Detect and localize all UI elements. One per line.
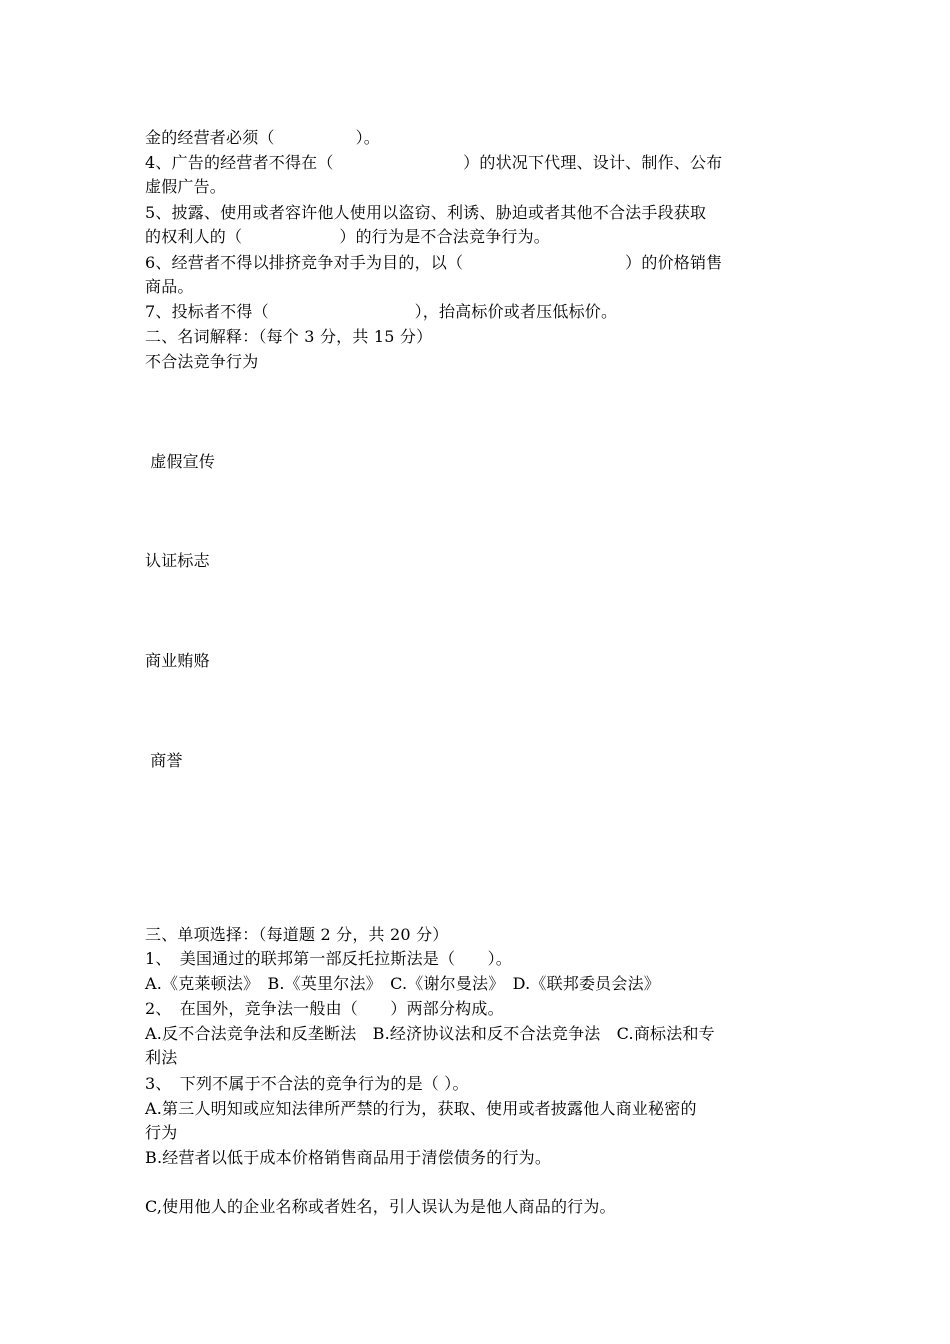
fill-blank-line-3-end: 金的经营者必须（ ）。 <box>145 128 381 147</box>
term-commercial-bribery: 商业贿赂 <box>145 651 210 670</box>
term-false-advertising: 虚假宣传 <box>145 452 216 471</box>
mc-question-2: 2、 在国外，竞争法一般由（ ）两部分构成。 <box>145 999 504 1018</box>
mc-question-2-options: A.反不合法竞争法和反垄断法 B.经济协议法和反不合法竞争法 C.商标法和专 <box>145 1024 715 1043</box>
fill-blank-question-6: 6、经营者不得以排挤竞争对手为目的，以（ ）的价格销售 <box>145 253 723 272</box>
mc-question-3-option-a-cont: 行为 <box>145 1123 178 1142</box>
mc-question-1: 1、 美国通过的联邦第一部反托拉斯法是（ ）。 <box>145 949 512 968</box>
mc-question-3-option-b: B.经营者以低于成本价格销售商品用于清偿债务的行为。 <box>145 1148 552 1167</box>
fill-blank-question-7: 7、投标者不得（ ），抬高标价或者压低标价。 <box>145 302 618 321</box>
mc-question-3-option-a: A.第三人明知或应知法律所严禁的行为，获取、使用或者披露他人商业秘密的 <box>145 1099 697 1118</box>
fill-blank-question-4-cont: 虚假广告。 <box>145 177 227 196</box>
fill-blank-question-5: 5、披露、使用或者容许他人使用以盗窃、利诱、胁迫或者其他不合法手段获取 <box>145 203 707 222</box>
term-goodwill: 商誉 <box>145 751 183 770</box>
section-3-heading: 三、单项选择：（每道题 2 分，共 20 分） <box>145 925 449 944</box>
mc-question-3: 3、 下列不属于不合法的竞争行为的是（ ）。 <box>145 1074 469 1093</box>
mc-question-3-option-c: C,使用他人的企业名称或者姓名，引人误认为是他人商品的行为。 <box>145 1197 616 1216</box>
mc-question-1-options: A.《克莱顿法》 B.《英里尔法》 C.《谢尔曼法》 D.《联邦委员会法》 <box>145 974 660 993</box>
mc-question-2-options-cont: 利法 <box>145 1048 178 1067</box>
term-unfair-competition: 不合法竞争行为 <box>145 352 259 371</box>
term-certification-mark: 认证标志 <box>145 551 210 570</box>
section-2-heading: 二、名词解释：（每个 3 分，共 15 分） <box>145 327 433 346</box>
fill-blank-question-5-cont: 的权利人的（ ）的行为是不合法竞争行为。 <box>145 227 551 246</box>
fill-blank-question-4: 4、广告的经营者不得在（ ）的状况下代理、设计、制作、公布 <box>145 153 723 172</box>
fill-blank-question-6-cont: 商品。 <box>145 277 194 296</box>
